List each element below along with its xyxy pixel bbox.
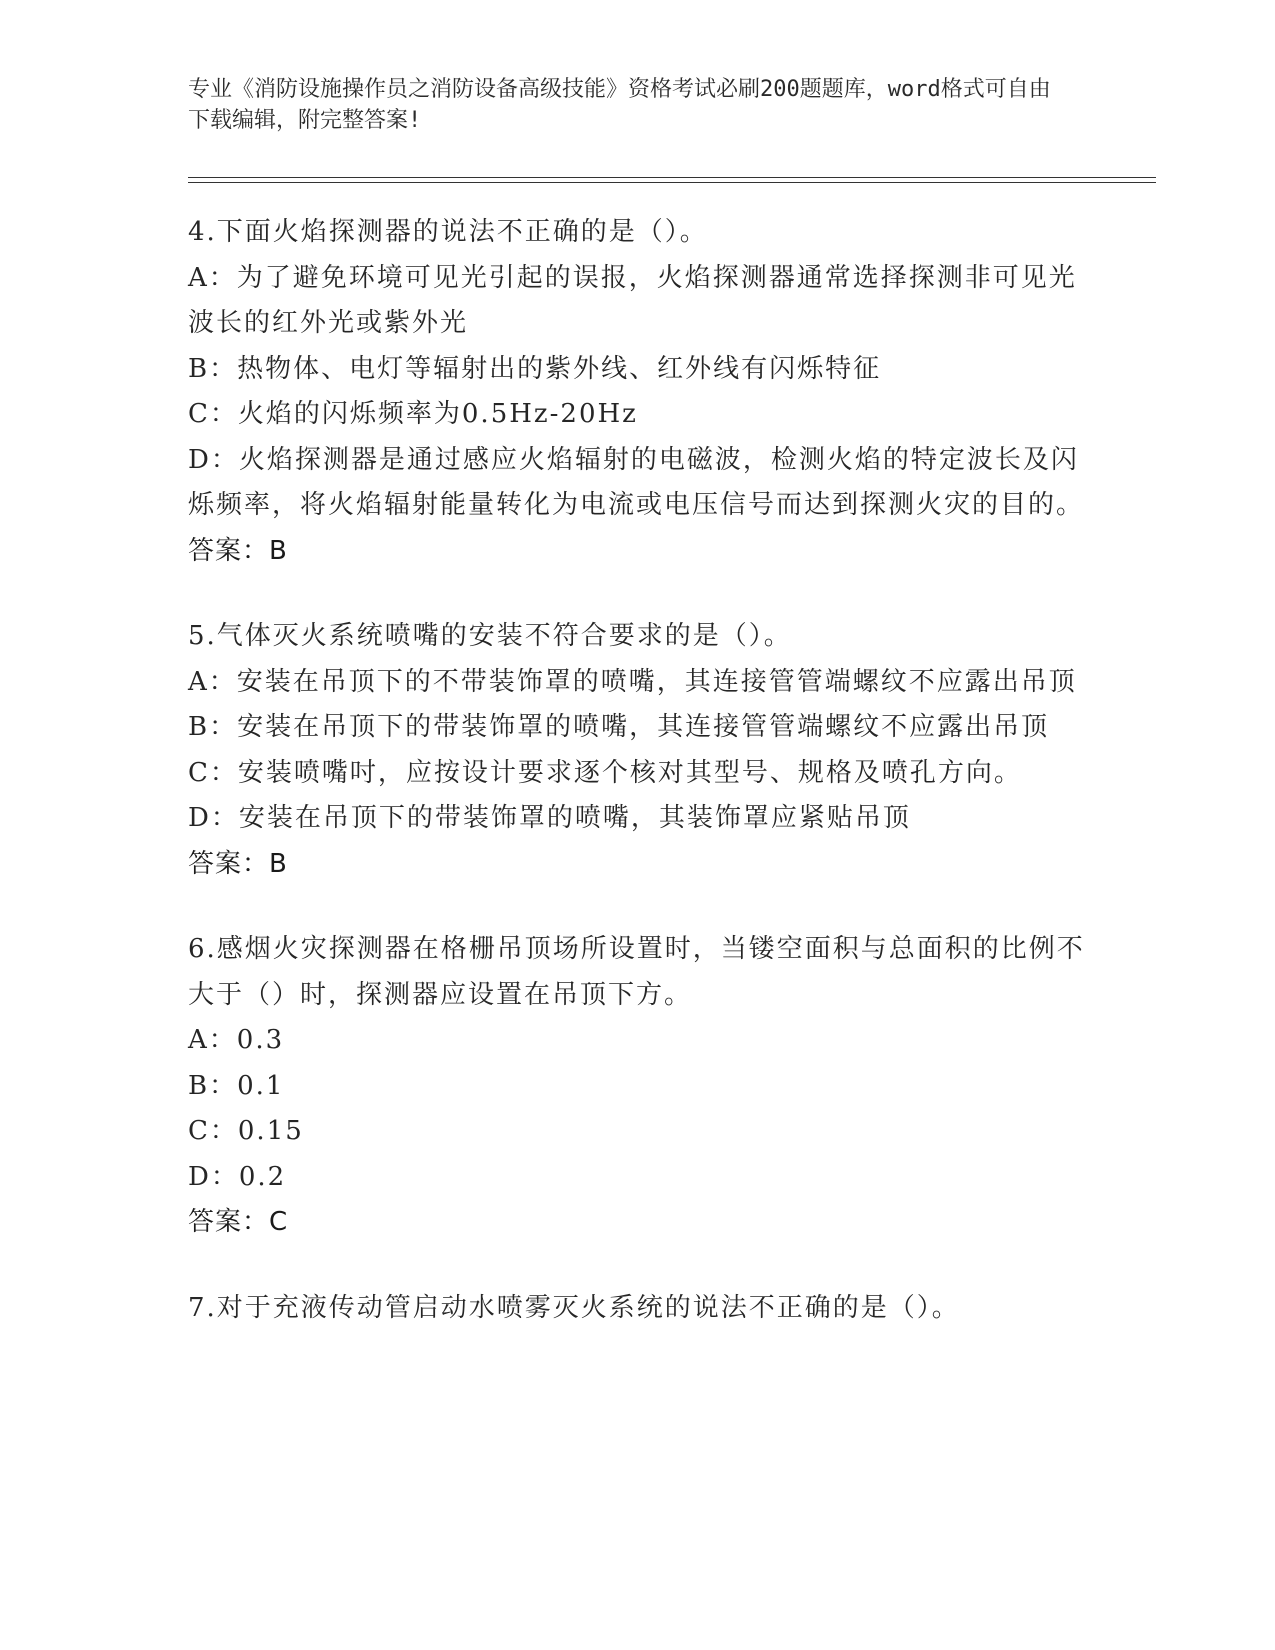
option-a: A：0.3 [188, 1025, 285, 1055]
answer-label: 答案：B [188, 848, 288, 879]
header-divider-bottom [188, 182, 1156, 183]
question-4 [188, 210, 1088, 574]
question-stem: 6.感烟火灾探测器在格栅吊顶场所设置时，当镂空面积与总面积的比例不大于（）时，探测器应设置在吊顶下方。 [188, 934, 1085, 1010]
option-c: C：0.15 [188, 1116, 304, 1146]
answer-label: 答案：C [188, 1207, 289, 1237]
option-b: B：0.1 [188, 1070, 285, 1101]
question-stem: 5.气体灭火系统喷嘴的安装不符合要求的是（）。 [188, 621, 792, 651]
document-header: 专业《消防设施操作员之消防设备高级技能》资格考试必刷200题题库，word格式可自由下载编辑，附完整答案! [188, 77, 1051, 133]
option-b: B：热物体、电灯等辐射出的紫外线、红外线有闪烁特征 [188, 353, 882, 384]
question-6 [188, 927, 1088, 1246]
option-d: D：0.2 [188, 1161, 287, 1192]
option-d: D：火焰探测器是通过感应火焰辐射的电磁波，检测火焰的特定波长及闪烁频率，将火焰辐射能量转化为电流或电压信号而达到探测火灾的目的。 [188, 444, 1085, 520]
header-divider-top [188, 177, 1156, 178]
question-stem: 7.对于充液传动管启动水喷雾灭火系统的说法不正确的是（）。 [188, 1292, 960, 1323]
option-b: B：安装在吊顶下的带装饰罩的喷嘴，其连接管管端螺纹不应露出吊顶 [188, 712, 1050, 742]
question-7 [188, 1286, 1088, 1332]
question-5 [188, 614, 1088, 887]
option-d: D：安装在吊顶下的带装饰罩的喷嘴，其装饰罩应紧贴吊顶 [188, 803, 911, 833]
option-a: A：安装在吊顶下的不带装饰罩的喷嘴，其连接管管端螺纹不应露出吊顶 [188, 666, 1077, 697]
option-c: C：安装喷嘴吋，应按设计要求逐个核对其型号、规格及喷孔方向。 [188, 757, 1022, 788]
question-list [188, 210, 1088, 1371]
option-a: A：为了避免环境可见光引起的误报，火焰探测器通常选择探测非可见光波长的红外光或紫外光 [188, 262, 1077, 338]
answer-label: 答案：B [188, 535, 288, 566]
question-stem: 4.下面火焰探测器的说法不正确的是（）。 [188, 217, 708, 247]
option-c: C：火焰的闪烁频率为0.5Hz-20Hz [188, 399, 638, 429]
